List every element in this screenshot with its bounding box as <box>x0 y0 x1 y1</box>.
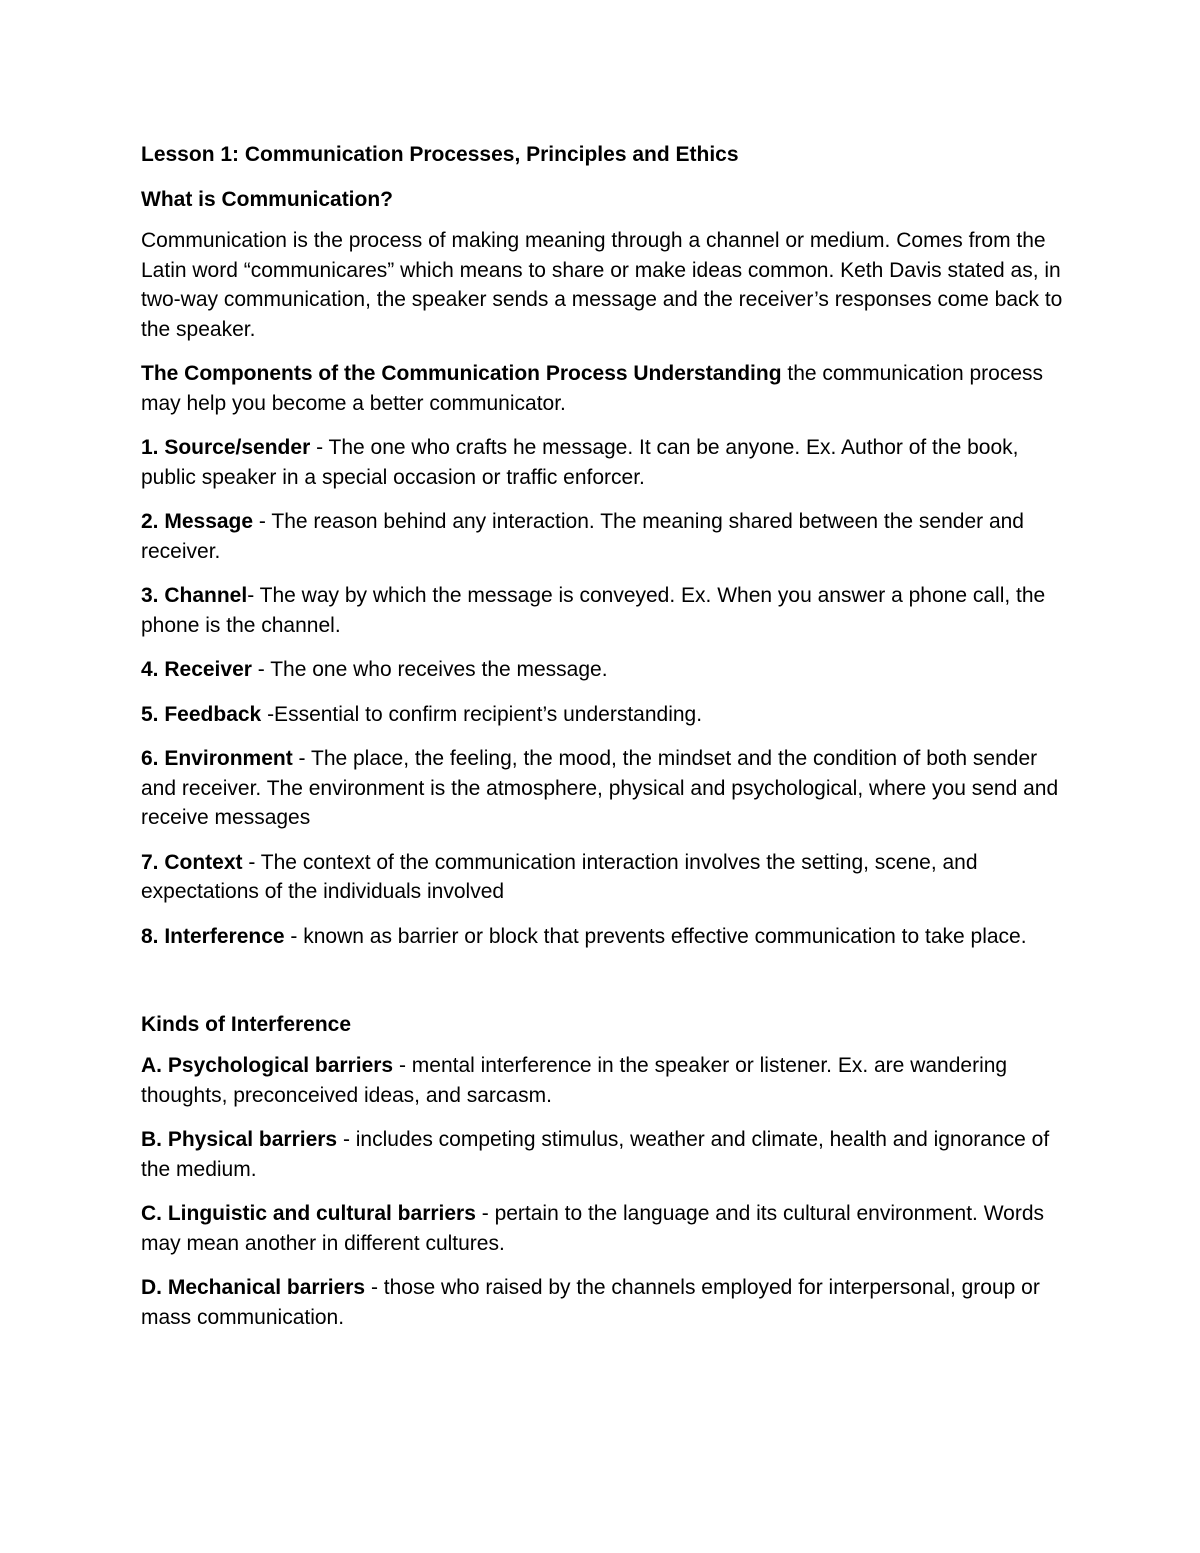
component-term: 3. Channel <box>141 584 248 607</box>
component-item <box>141 922 1071 952</box>
interference-term: B. Physical barriers <box>141 1128 338 1151</box>
intro-paragraph: Communication is the process of making meaning through a channel or medium. Comes from the Latin word “communicares” which means to share or make ideas common. Keth Davis stated as, in two-way communication, the speaker sends a message and the receiver’s responses come back to the speaker. <box>141 229 1063 341</box>
component-item <box>141 433 1071 492</box>
component-item <box>141 744 1071 833</box>
interference-desc: - pertain to the language and its cultural environment. Words may mean another in different cultures. <box>141 1202 1045 1255</box>
section-heading-kinds-of-interference: Kinds of Interference <box>141 1013 352 1036</box>
component-item <box>141 655 1071 685</box>
component-item <box>141 700 1071 730</box>
lesson-title: Lesson 1: Communication Processes, Principles and Ethics <box>141 143 739 166</box>
section-spacer <box>141 966 1071 1010</box>
component-term: 8. Interference <box>141 924 285 948</box>
component-term: 2. Message <box>141 510 254 533</box>
component-term: 6. Environment <box>141 747 293 770</box>
components-intro-text: the communication process may help you become a better communicator. <box>141 362 1044 415</box>
component-item <box>141 848 1071 907</box>
interference-term: D. Mechanical barriers <box>141 1276 366 1299</box>
component-term: 5. Feedback <box>141 702 262 726</box>
document-page <box>141 140 1071 1347</box>
interference-desc: - mental interference in the speaker or listener. Ex. are wandering thoughts, preconceived ideas, and sarcasm. <box>141 1054 1008 1107</box>
component-desc: -Essential to confirm recipient’s understanding. <box>261 702 703 726</box>
component-desc: - The one who receives the message. <box>251 658 608 681</box>
interference-item <box>141 1125 1071 1184</box>
interference-desc: - those who raised by the channels employed for interpersonal, group or mass communication. <box>141 1276 1040 1329</box>
components-heading: The Components of the Communication Process Understanding <box>141 362 782 385</box>
component-term: 4. Receiver <box>141 658 252 681</box>
component-desc: - The reason behind any interaction. The meaning shared between the sender and receiver. <box>141 510 1024 563</box>
section-heading-what-is-communication: What is Communication? <box>141 188 393 211</box>
components-paragraph <box>141 359 1071 418</box>
interference-item <box>141 1273 1071 1332</box>
component-term: 7. Context <box>141 850 243 874</box>
interference-term: A. Psychological barriers <box>141 1054 394 1077</box>
component-desc: - known as barrier or block that prevents effective communication to take place. <box>284 924 1027 948</box>
component-item <box>141 581 1071 640</box>
interference-item <box>141 1199 1071 1258</box>
interference-term: C. Linguistic and cultural barriers <box>141 1202 476 1225</box>
component-term: 1. Source/sender <box>141 436 311 459</box>
component-desc: - The context of the communication interaction involves the setting, scene, and expectations of the individuals involved <box>141 850 978 903</box>
interference-desc: - includes competing stimulus, weather and climate, health and ignorance of the medium. <box>141 1128 1050 1181</box>
component-desc: - The place, the feeling, the mood, the mindset and the condition of both sender and receiver. The environment is the atmosphere, physical and psychological, where you send and receive messages <box>141 747 1059 829</box>
component-item <box>141 507 1071 566</box>
interference-item <box>141 1051 1071 1110</box>
component-desc: - The one who crafts he message. It can be anyone. Ex. Author of the book, public speaker in a special occasion or traffic enforcer. <box>141 436 1019 489</box>
component-desc: - The way by which the message is conveyed. Ex. When you answer a phone call, the phone is the channel. <box>141 584 1046 637</box>
